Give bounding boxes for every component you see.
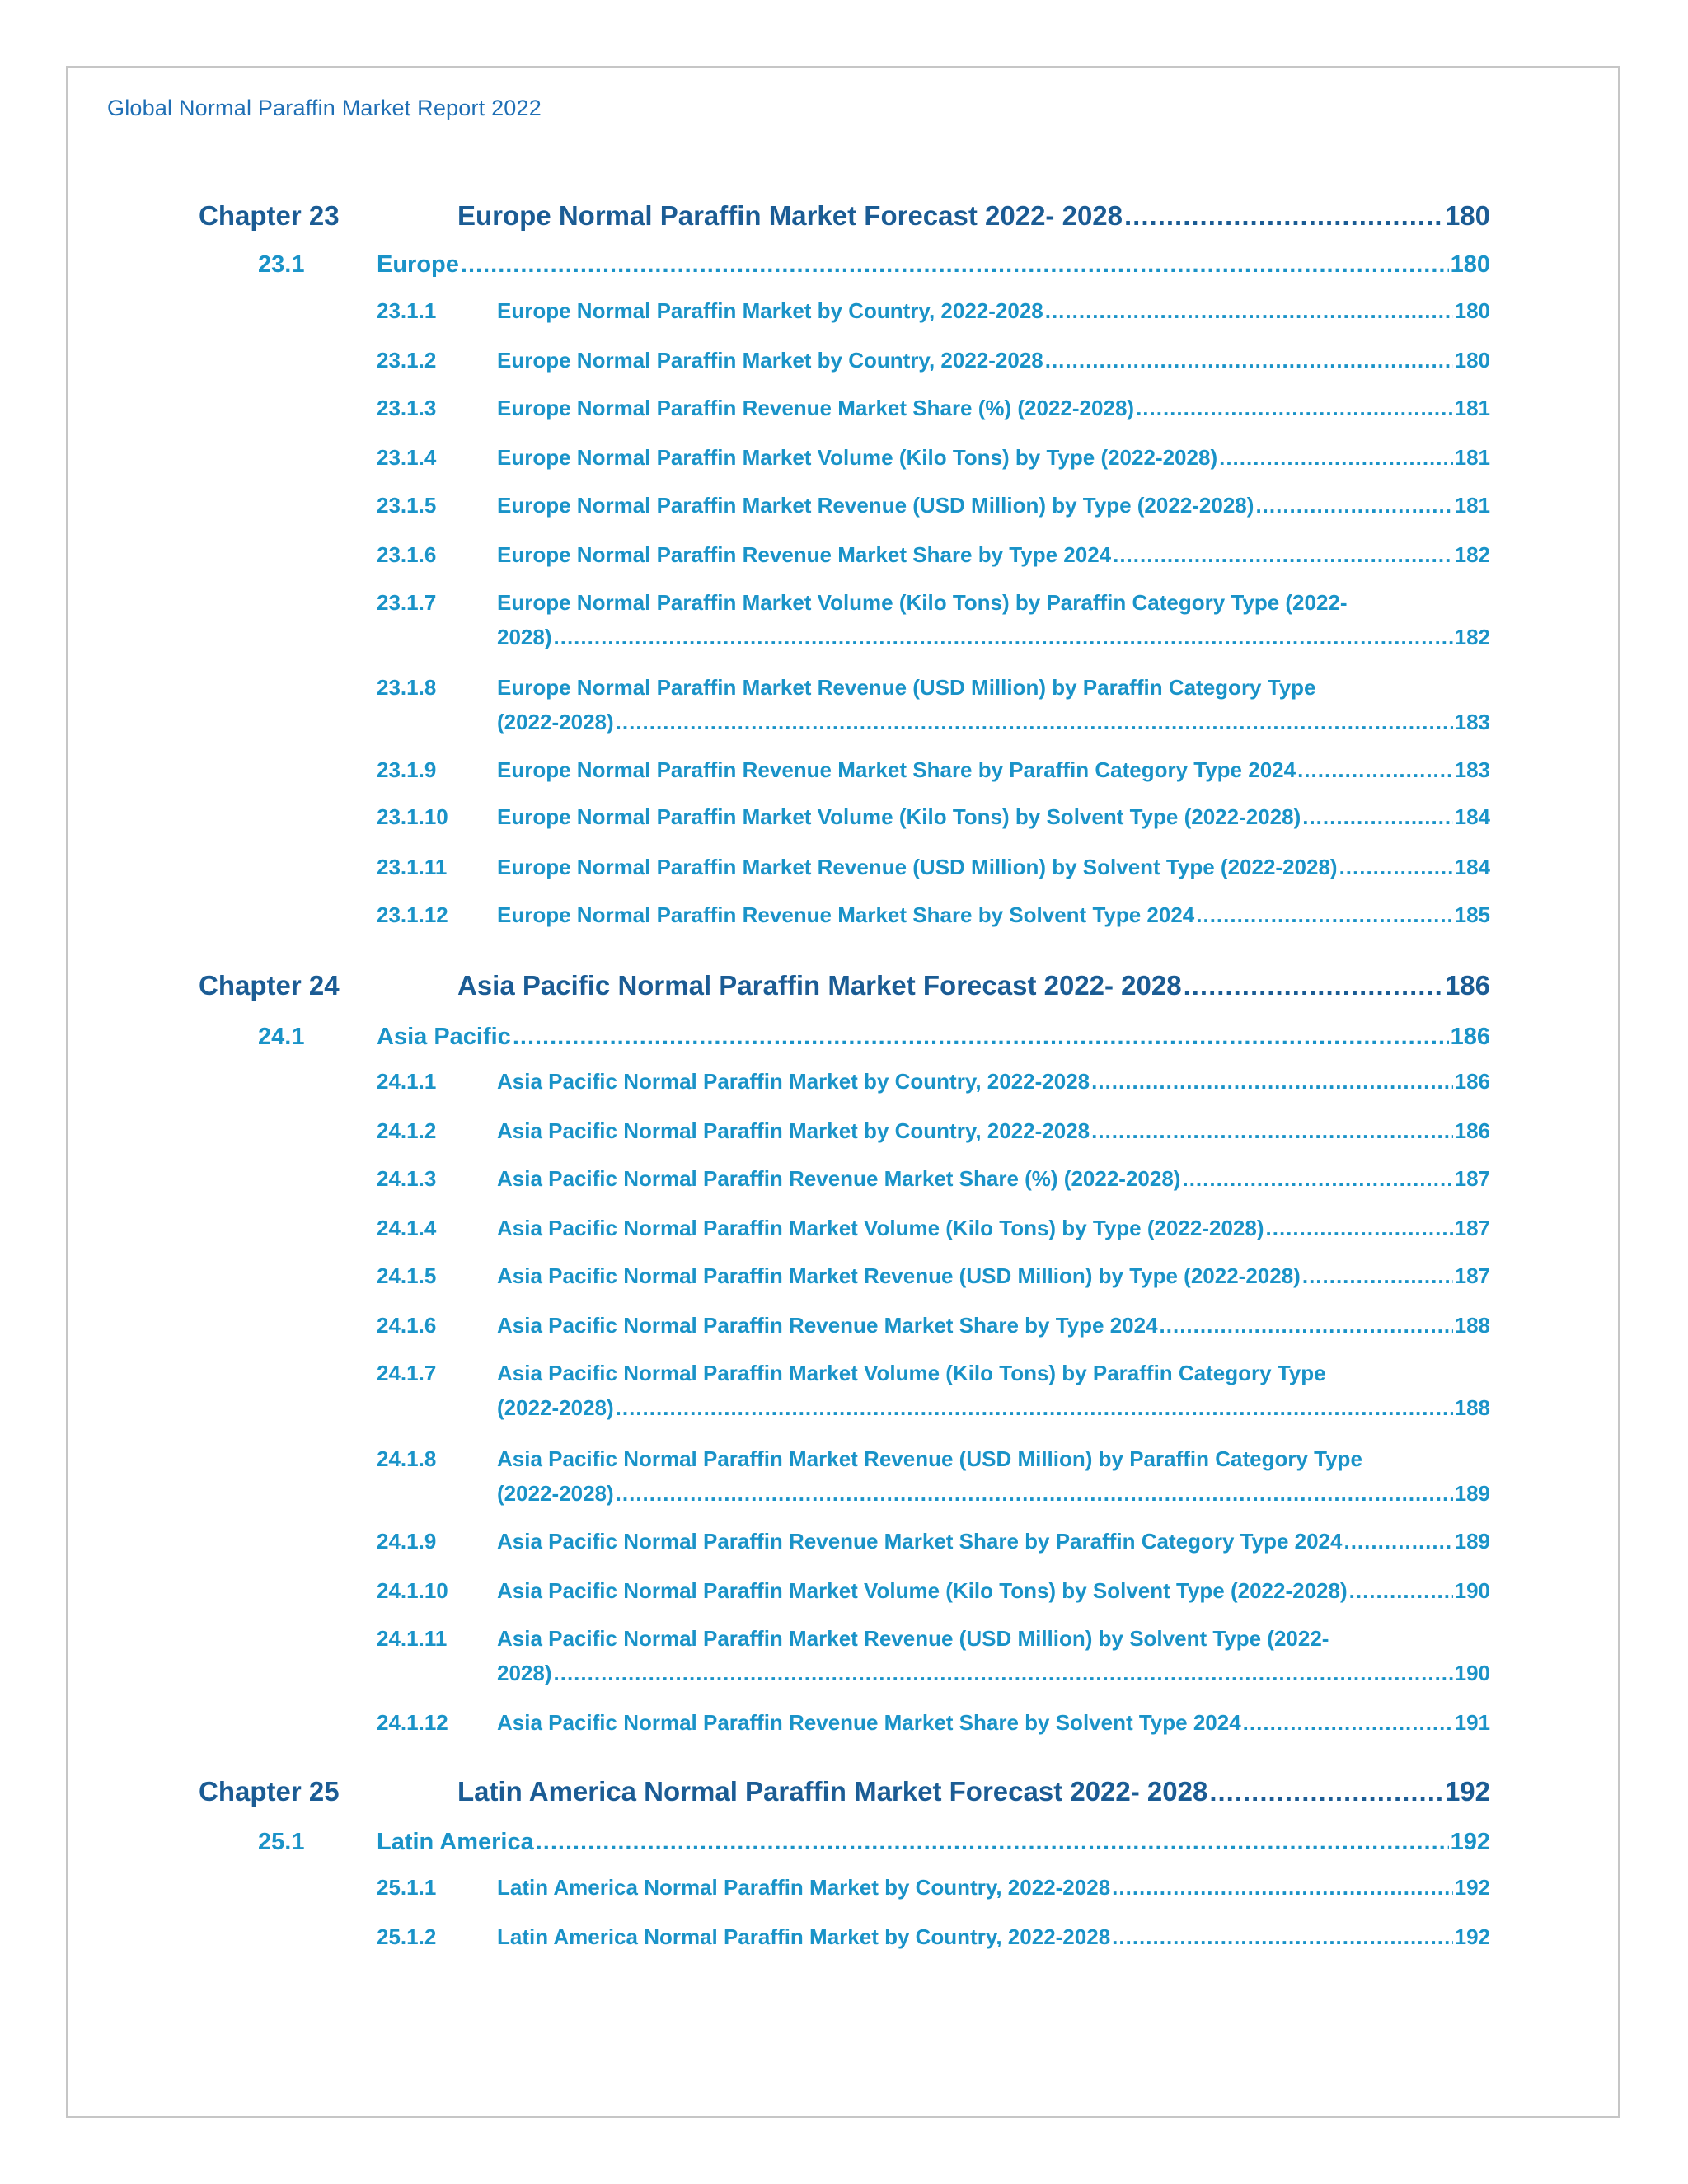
toc-entry-line <box>497 1161 1490 1196</box>
toc-page-number: 180 <box>1444 200 1490 231</box>
dot-leader <box>616 1476 1453 1511</box>
toc-entry-line <box>497 1211 1490 1245</box>
toc-entry-line <box>497 1390 1490 1425</box>
toc-entry-title[interactable]: Europe Normal Paraffin Market Revenue (USD Million) by Paraffin Category Type <box>497 675 1316 700</box>
toc-entry-title[interactable]: (2022-2028) <box>497 710 614 734</box>
toc-entry-title[interactable]: Europe Normal Paraffin Market Volume (Kilo Tons) by Paraffin Category Type (2022- <box>497 590 1348 615</box>
dot-leader <box>1112 1870 1452 1905</box>
toc-entry-number: 24.1.4 <box>377 1216 437 1240</box>
toc-entry-title[interactable]: Europe Normal Paraffin Market by Country, 2022-2028 <box>497 298 1043 323</box>
toc-entry-line <box>497 1258 1490 1293</box>
dot-leader <box>1243 1705 1453 1740</box>
toc-entry-line <box>497 293 1490 328</box>
toc-page-number: 192 <box>1454 1924 1490 1949</box>
toc-entry-number: 23.1.12 <box>377 902 448 927</box>
toc-entry-line <box>497 1656 1490 1690</box>
toc-entry-number: 24.1.7 <box>377 1361 437 1385</box>
toc-entry-title[interactable]: Latin America Normal Paraffin Market Forecast 2022- 2028 <box>457 1776 1208 1807</box>
dot-leader <box>1343 1524 1452 1558</box>
dot-leader <box>1091 1064 1452 1099</box>
toc-page-number: 192 <box>1444 1776 1490 1807</box>
toc-entry-number: Chapter 23 <box>199 200 340 231</box>
toc-page-number: 187 <box>1454 1263 1490 1288</box>
toc-page-number: 187 <box>1454 1216 1490 1240</box>
toc-entry-title[interactable]: 2028) <box>497 625 552 649</box>
toc-entry-line <box>497 705 1490 739</box>
toc-entry-number: 25.1 <box>258 1829 305 1855</box>
toc-entry-title[interactable]: Latin America <box>377 1829 534 1855</box>
toc-entry-line <box>497 898 1490 932</box>
toc-entry-number: 23.1.3 <box>377 396 437 420</box>
dot-leader <box>1219 440 1453 475</box>
toc-entry-number: 24.1.11 <box>377 1626 448 1651</box>
toc-entry-number: 24.1.10 <box>377 1578 448 1603</box>
toc-entry-number: Chapter 25 <box>199 1776 340 1807</box>
dot-leader <box>1184 968 1443 1003</box>
toc-entry-title[interactable]: Europe Normal Paraffin Market Revenue (USD Million) by Type (2022-2028) <box>497 493 1254 518</box>
toc-entry-number: 23.1.11 <box>377 855 448 879</box>
dot-leader <box>1136 391 1453 425</box>
toc-page-number: 181 <box>1454 493 1490 518</box>
toc-entry-line <box>497 391 1490 425</box>
toc-entry-number: 24.1.8 <box>377 1446 437 1471</box>
toc-entry-line <box>377 1825 1490 1859</box>
toc-page-number: 192 <box>1450 1829 1490 1855</box>
toc-entry-title[interactable]: Asia Pacific Normal Paraffin Market Volume (Kilo Tons) by Type (2022-2028) <box>497 1216 1264 1240</box>
toc-entry-number: 23.1.1 <box>377 298 437 323</box>
toc-entry-line <box>497 1476 1490 1511</box>
toc-entry-title[interactable]: Europe Normal Paraffin Revenue Market Share by Paraffin Category Type 2024 <box>497 757 1296 782</box>
toc-entry-number: 24.1.9 <box>377 1529 437 1554</box>
toc-page-number: 183 <box>1454 757 1490 782</box>
toc-page-number: 181 <box>1454 396 1490 420</box>
toc-page-number: 186 <box>1454 1069 1490 1094</box>
toc-page-number: 183 <box>1454 710 1490 734</box>
toc-entry-line <box>497 1573 1490 1608</box>
toc-entry-title[interactable]: Asia Pacific <box>377 1024 511 1050</box>
toc-page-number: 186 <box>1454 1118 1490 1143</box>
toc-entry-number: 24.1.1 <box>377 1069 437 1094</box>
toc-entry-line <box>497 488 1490 523</box>
toc-entry-line <box>377 1019 1490 1054</box>
toc-entry-title[interactable]: Europe Normal Paraffin Market Volume (Kilo Tons) by Solvent Type (2022-2028) <box>497 804 1301 829</box>
toc-entry-line <box>497 752 1490 787</box>
toc-page-number: 180 <box>1454 298 1490 323</box>
dot-leader <box>1302 1258 1453 1293</box>
toc-entry-number: 24.1.3 <box>377 1166 437 1191</box>
toc-page-number: 189 <box>1454 1481 1490 1506</box>
toc-entry-line <box>497 1524 1490 1558</box>
toc-page-number: 189 <box>1454 1529 1490 1554</box>
toc-entry-number: 23.1.6 <box>377 542 437 567</box>
toc-entry-title[interactable]: Europe Normal Paraffin Market Revenue (USD Million) by Solvent Type (2022-2028) <box>497 855 1338 879</box>
toc-entry-title[interactable]: Europe Normal Paraffin Market Volume (Kilo Tons) by Type (2022-2028) <box>497 445 1218 470</box>
toc-entry-title[interactable]: Europe <box>377 251 459 278</box>
toc-entry-number: 24.1 <box>258 1024 305 1050</box>
dot-leader <box>1045 293 1453 328</box>
dot-leader <box>554 1656 1453 1690</box>
toc-entry-number: 24.1.5 <box>377 1263 437 1288</box>
toc-entry-line <box>497 620 1490 654</box>
toc-entry-number: Chapter 24 <box>199 970 340 1001</box>
dot-leader <box>1297 752 1453 787</box>
toc-entry-line <box>497 1919 1490 1954</box>
dot-leader <box>1182 1161 1452 1196</box>
toc-page-number: 184 <box>1454 804 1490 829</box>
toc-entry-line <box>497 1064 1490 1099</box>
toc-entry-number: 24.1.6 <box>377 1313 437 1338</box>
dot-leader <box>1160 1308 1453 1343</box>
toc-entry-title[interactable]: Asia Pacific Normal Paraffin Revenue Market Share by Solvent Type 2024 <box>497 1710 1241 1735</box>
toc-entry-title[interactable]: Asia Pacific Normal Paraffin Revenue Market Share by Paraffin Category Type 2024 <box>497 1529 1343 1554</box>
dot-leader <box>1339 850 1453 884</box>
dot-leader <box>461 247 1449 282</box>
toc-entry-line <box>497 799 1490 834</box>
dot-leader <box>1113 537 1452 572</box>
toc-entry-title[interactable]: Asia Pacific Normal Paraffin Market Revenue (USD Million) by Solvent Type (2022- <box>497 1626 1329 1651</box>
toc-entry-title[interactable]: Asia Pacific Normal Paraffin Market by Country, 2022-2028 <box>497 1118 1090 1143</box>
dot-leader <box>1124 199 1443 233</box>
toc-entry-line <box>457 1774 1490 1809</box>
toc-entry-line <box>497 343 1490 377</box>
toc-entry-line <box>497 850 1490 884</box>
dot-leader <box>1349 1573 1453 1608</box>
toc-entry-number: 23.1.9 <box>377 757 437 782</box>
toc-entry-line <box>377 247 1490 282</box>
toc-entry-title[interactable]: Europe Normal Paraffin Market by Country, 2022-2028 <box>497 348 1043 373</box>
toc-entry-line <box>497 537 1490 572</box>
dot-leader <box>1196 898 1452 932</box>
toc-page-number: 192 <box>1454 1875 1490 1900</box>
toc-entry-line <box>497 1308 1490 1343</box>
toc-entry-title[interactable]: Asia Pacific Normal Paraffin Revenue Market Share (%) (2022-2028) <box>497 1166 1181 1191</box>
toc-page-number: 180 <box>1450 251 1490 278</box>
toc-entry-title[interactable]: Asia Pacific Normal Paraffin Market Volume (Kilo Tons) by Paraffin Category Type <box>497 1361 1326 1385</box>
toc-page-number: 188 <box>1454 1395 1490 1420</box>
toc-entry-title[interactable]: Europe Normal Paraffin Revenue Market Share (%) (2022-2028) <box>497 396 1135 420</box>
toc-entry-title[interactable]: (2022-2028) <box>497 1395 614 1420</box>
toc-page-number: 184 <box>1454 855 1490 879</box>
toc-page-number: 191 <box>1454 1710 1490 1735</box>
toc-entry-title[interactable]: Europe Normal Paraffin Market Forecast 2022- 2028 <box>457 200 1123 231</box>
toc-entry-title[interactable]: Europe Normal Paraffin Revenue Market Share by Solvent Type 2024 <box>497 902 1195 927</box>
toc-entry-number: 23.1.8 <box>377 675 437 700</box>
toc-entry-number: 23.1 <box>258 251 305 278</box>
dot-leader <box>554 620 1453 654</box>
toc-entry-number: 24.1.12 <box>377 1710 448 1735</box>
toc-entry-line <box>457 199 1490 233</box>
toc-page-number: 186 <box>1444 970 1490 1001</box>
toc-entry-line <box>497 1870 1490 1905</box>
toc-entry-number: 23.1.7 <box>377 590 437 615</box>
toc-page-number: 187 <box>1454 1166 1490 1191</box>
toc-page-number: 190 <box>1454 1661 1490 1685</box>
toc-entry-number: 25.1.1 <box>377 1875 437 1900</box>
toc-entry-title[interactable]: Asia Pacific Normal Paraffin Market Revenue (USD Million) by Type (2022-2028) <box>497 1263 1301 1288</box>
toc-entry-title[interactable]: Asia Pacific Normal Paraffin Market Forecast 2022- 2028 <box>457 970 1182 1001</box>
dot-leader <box>1045 343 1453 377</box>
toc-entry-number: 23.1.5 <box>377 493 437 518</box>
toc-entry-title[interactable]: Asia Pacific Normal Paraffin Market by Country, 2022-2028 <box>497 1069 1090 1094</box>
toc-entry-title[interactable]: Latin America Normal Paraffin Market by Country, 2022-2028 <box>497 1875 1111 1900</box>
toc-entry-line <box>457 968 1490 1003</box>
dot-leader <box>1302 799 1452 834</box>
toc-page-number: 186 <box>1450 1024 1490 1050</box>
toc-entry-line <box>497 1113 1490 1148</box>
toc-page-number: 182 <box>1454 625 1490 649</box>
toc-entry-number: 23.1.4 <box>377 445 437 470</box>
toc-entry-title[interactable]: Latin America Normal Paraffin Market by Country, 2022-2028 <box>497 1924 1111 1949</box>
dot-leader <box>1209 1774 1443 1809</box>
dot-leader <box>1255 488 1452 523</box>
dot-leader <box>616 705 1453 739</box>
toc-entry-title[interactable]: Asia Pacific Normal Paraffin Market Volume (Kilo Tons) by Solvent Type (2022-2028) <box>497 1578 1348 1603</box>
toc-entry-number: 23.1.10 <box>377 804 448 829</box>
toc-entry-title[interactable]: (2022-2028) <box>497 1481 614 1506</box>
dot-leader <box>1091 1113 1452 1148</box>
toc-entry-number: 24.1.2 <box>377 1118 437 1143</box>
toc-entry-number: 25.1.2 <box>377 1924 437 1949</box>
toc-page-number: 185 <box>1454 902 1490 927</box>
dot-leader <box>1112 1919 1452 1954</box>
toc-entry-line <box>497 1705 1490 1740</box>
dot-leader <box>536 1825 1449 1859</box>
toc-page-number: 181 <box>1454 445 1490 470</box>
dot-leader <box>1266 1211 1453 1245</box>
toc-page-number: 180 <box>1454 348 1490 373</box>
dot-leader <box>513 1019 1449 1054</box>
toc-page-number: 190 <box>1454 1578 1490 1603</box>
toc-entry-title[interactable]: Asia Pacific Normal Paraffin Revenue Market Share by Type 2024 <box>497 1313 1158 1338</box>
toc-entry-number: 23.1.2 <box>377 348 437 373</box>
toc-entry-title[interactable]: 2028) <box>497 1661 552 1685</box>
toc-page-number: 182 <box>1454 542 1490 567</box>
toc-page-number: 188 <box>1454 1313 1490 1338</box>
page-header: Global Normal Paraffin Market Report 2022 <box>107 96 542 120</box>
toc-entry-line <box>497 440 1490 475</box>
toc-entry-title[interactable]: Europe Normal Paraffin Revenue Market Share by Type 2024 <box>497 542 1112 567</box>
toc-entry-title[interactable]: Asia Pacific Normal Paraffin Market Revenue (USD Million) by Paraffin Category Type <box>497 1446 1362 1471</box>
dot-leader <box>616 1390 1453 1425</box>
